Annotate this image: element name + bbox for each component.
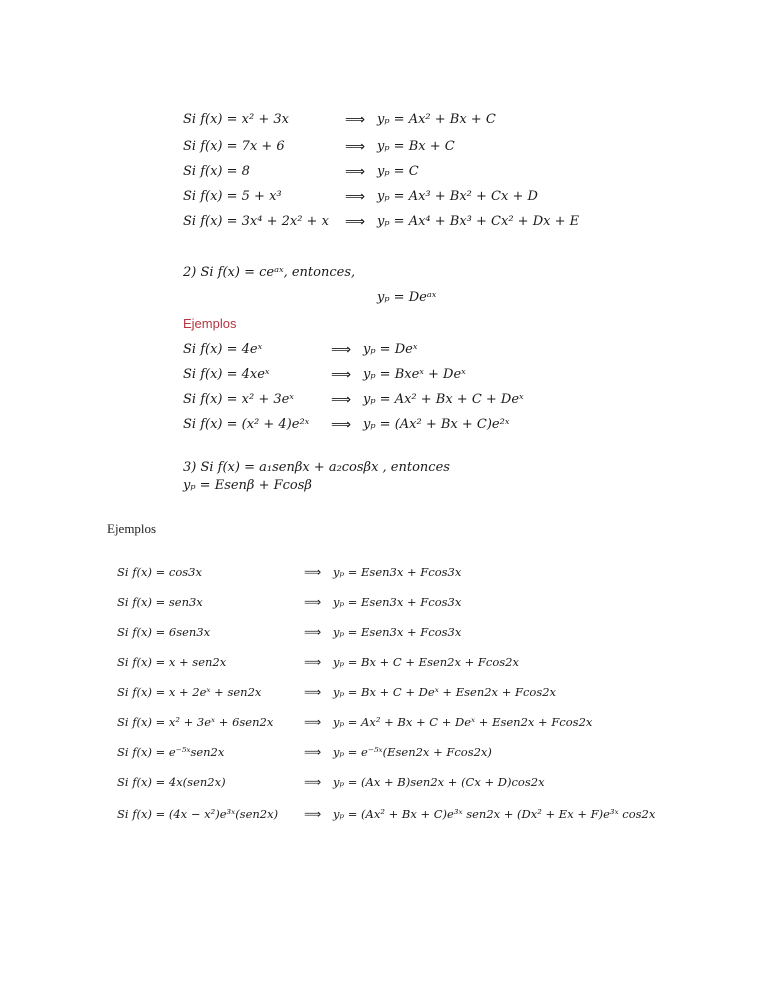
formula-lhs: Si f(x) = 4xeˣ (183, 367, 270, 382)
formula-lhs: Si f(x) = 3x⁴ + 2x² + x (183, 214, 329, 229)
implies-arrow-icon: ⟹ (304, 745, 322, 759)
formula-lhs: Si f(x) = 4eˣ (183, 342, 263, 357)
formula-rhs: yₚ = Ax² + Bx + C (377, 112, 496, 127)
formula-rhs: yₚ = Ax³ + Bx² + Cx + D (377, 189, 538, 204)
implies-arrow-icon: ⟹ (345, 189, 366, 205)
formula-lhs: Si f(x) = cos3x (117, 565, 202, 579)
formula-lhs: Si f(x) = 4x(sen2x) (117, 775, 226, 789)
formula-rhs: yₚ = (Ax² + Bx + C)e²ˣ (363, 417, 510, 432)
implies-arrow-icon: ⟹ (304, 715, 322, 729)
formula-rhs: yₚ = Bxeˣ + Deˣ (363, 367, 466, 382)
implies-arrow-icon: ⟹ (345, 139, 366, 155)
formula-rhs: yₚ = Esen3x + Fcos3x (333, 565, 462, 579)
case-3-particular-solution: yₚ = Esenβ + Fcosβ (183, 478, 312, 493)
implies-arrow-icon: ⟹ (304, 655, 322, 669)
formula-lhs: Si f(x) = 5 + x³ (183, 189, 282, 204)
implies-arrow-icon: ⟹ (345, 214, 366, 230)
formula-lhs: Si f(x) = e⁻⁵ˣsen2x (117, 745, 225, 759)
case-2-statement: 2) Si f(x) = ceᵃˣ, entonces, (183, 265, 356, 280)
formula-lhs: Si f(x) = x² + 3eˣ (183, 392, 294, 407)
implies-arrow-icon: ⟹ (304, 685, 322, 699)
formula-rhs: yₚ = Ax⁴ + Bx³ + Cx² + Dx + E (377, 214, 580, 229)
case-3-statement: 3) Si f(x) = a₁senβx + a₂cosβx , entonces (183, 460, 450, 475)
implies-arrow-icon: ⟹ (304, 565, 322, 579)
formula-rhs: yₚ = Ax² + Bx + C + Deˣ + Esen2x + Fcos2x (333, 715, 593, 729)
formula-rhs: yₚ = e⁻⁵ˣ(Esen2x + Fcos2x) (333, 745, 492, 759)
implies-arrow-icon: ⟹ (331, 342, 352, 358)
formula-rhs: yₚ = Esen3x + Fcos3x (333, 625, 462, 639)
formula-lhs: Si f(x) = x + 2eˣ + sen2x (117, 685, 262, 699)
formula-lhs: Si f(x) = x² + 3eˣ + 6sen2x (117, 715, 274, 729)
implies-arrow-icon: ⟹ (304, 775, 322, 789)
formula-rhs: yₚ = Esen3x + Fcos3x (333, 595, 462, 609)
formula-lhs: Si f(x) = 6sen3x (117, 625, 211, 639)
formula-lhs: Si f(x) = x + sen2x (117, 655, 227, 669)
formula-rhs: yₚ = Bx + C + Esen2x + Fcos2x (333, 655, 519, 669)
implies-arrow-icon: ⟹ (304, 807, 322, 821)
formula-lhs: Si f(x) = 7x + 6 (183, 139, 285, 154)
formula-lhs: Si f(x) = sen3x (117, 595, 203, 609)
formula-lhs: Si f(x) = (4x − x²)e³ˣ(sen2x) (117, 807, 279, 821)
implies-arrow-icon: ⟹ (331, 417, 352, 433)
examples-heading-red: Ejemplos (183, 316, 237, 331)
implies-arrow-icon: ⟹ (304, 625, 322, 639)
formula-rhs: yₚ = Bx + C + Deˣ + Esen2x + Fcos2x (333, 685, 557, 699)
formula-lhs: Si f(x) = x² + 3x (183, 112, 289, 127)
implies-arrow-icon: ⟹ (345, 164, 366, 180)
examples-heading: Ejemplos (107, 521, 157, 536)
implies-arrow-icon: ⟹ (345, 112, 366, 128)
formula-rhs: yₚ = (Ax + B)sen2x + (Cx + D)cos2x (333, 775, 545, 789)
case-2-particular-solution: yₚ = Deᵃˣ (377, 290, 437, 305)
formula-rhs: yₚ = (Ax² + Bx + C)e³ˣ sen2x + (Dx² + Ex + F)e³ˣ cos2x (333, 807, 656, 821)
formula-lhs: Si f(x) = 8 (183, 164, 250, 179)
implies-arrow-icon: ⟹ (331, 367, 352, 383)
formula-rhs: yₚ = C (377, 164, 419, 179)
implies-arrow-icon: ⟹ (304, 595, 322, 609)
implies-arrow-icon: ⟹ (331, 392, 352, 408)
formula-rhs: yₚ = Bx + C (377, 139, 455, 154)
formula-rhs: yₚ = Deˣ (363, 342, 418, 357)
formula-rhs: yₚ = Ax² + Bx + C + Deˣ (363, 392, 524, 407)
formula-lhs: Si f(x) = (x² + 4)e²ˣ (183, 417, 310, 432)
